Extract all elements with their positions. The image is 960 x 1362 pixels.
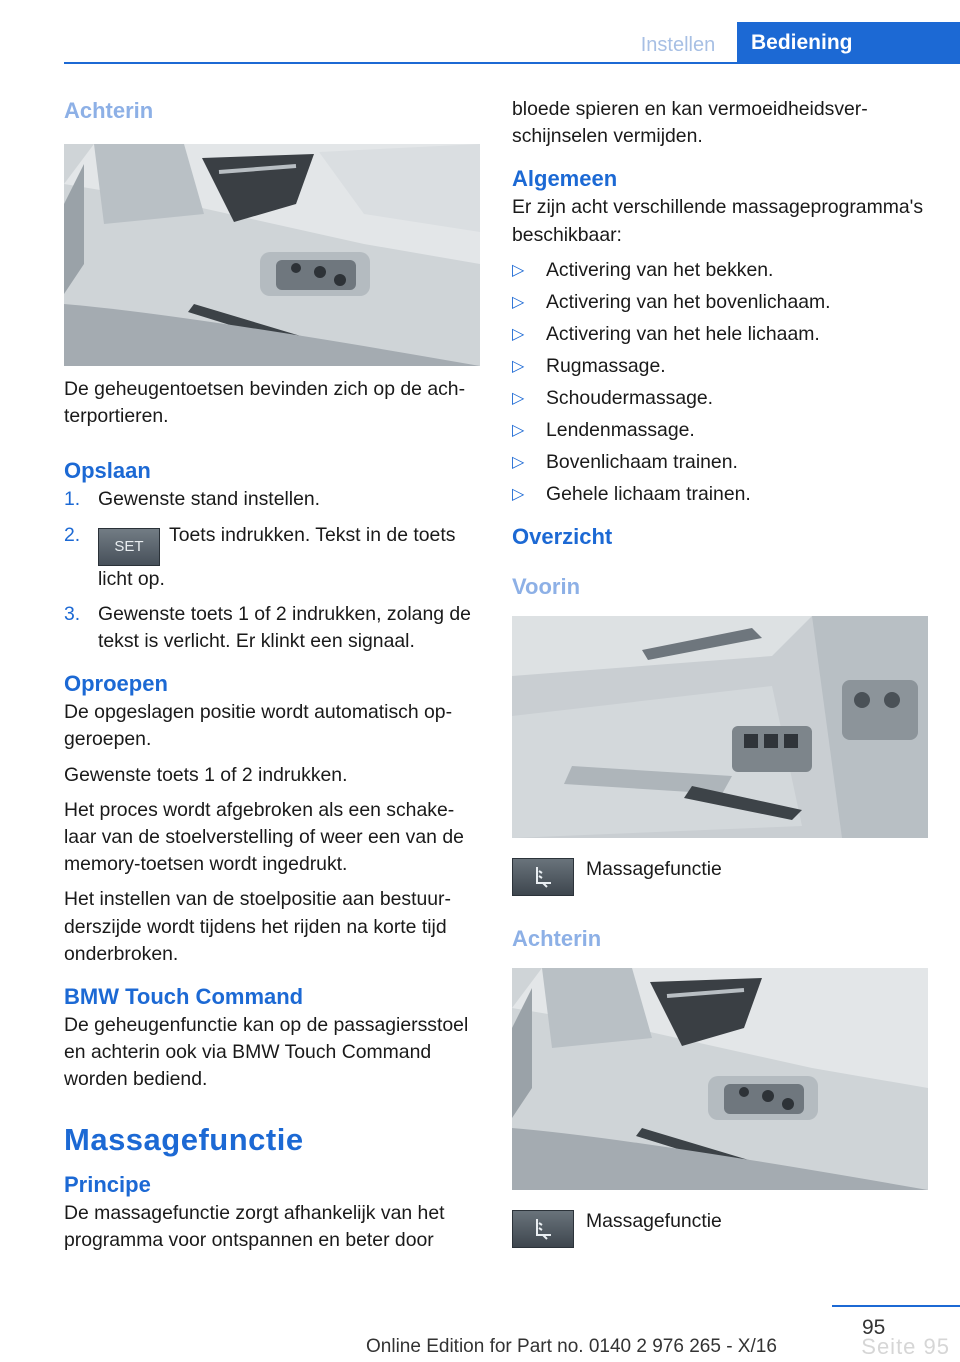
list-item: ▷ Gehele lichaam trainen. bbox=[512, 482, 751, 505]
step-2: 2. SET Toets indrukken. Tekst in de toets licht op. bbox=[64, 523, 456, 590]
front-door-photo bbox=[512, 616, 928, 838]
heading-achterin: Achterin bbox=[64, 98, 154, 123]
list-item: ▷ Activering van het hele lichaam. bbox=[512, 322, 820, 345]
para-oproepen-4: Het instellen van de stoelpositie aan bestuurderszijde wordt tijdens het rijden na korte tijd onderbroken. bbox=[64, 888, 451, 965]
heading-algemeen: Algemeen bbox=[512, 166, 618, 192]
heading-opslaan: Opslaan bbox=[64, 458, 151, 484]
list-item: ▷ Bovenlichaam trainen. bbox=[512, 450, 738, 473]
right-column bbox=[512, 96, 928, 1248]
header-rule bbox=[64, 62, 960, 64]
massage-seat-icon[interactable] bbox=[512, 1210, 574, 1248]
list-item: ▷ Activering van het bovenlichaam. bbox=[512, 290, 831, 313]
list-item: ▷ Lendenmassage. bbox=[512, 418, 695, 441]
rear-door-memory-photo bbox=[64, 144, 480, 366]
list-item: ▷ Activering van het bekken. bbox=[512, 258, 774, 281]
heading-overzicht: Overzicht bbox=[512, 524, 613, 550]
massage-label-rear bbox=[512, 1210, 928, 1248]
heading-bmw-touch-command: BMW Touch Command bbox=[64, 984, 304, 1010]
front-door-illustration bbox=[512, 616, 928, 838]
heading-voorin: Voorin bbox=[512, 574, 581, 600]
opslaan-steps bbox=[64, 486, 480, 655]
list-item: ▷ Rugmassage. bbox=[512, 354, 666, 377]
door-illustration bbox=[64, 144, 480, 366]
heading-principe: Principe bbox=[64, 1171, 151, 1197]
para-algemeen: Er zijn acht verschillende massageprogramma's beschikbaar: bbox=[512, 196, 924, 246]
massage-seat-icon[interactable] bbox=[512, 858, 574, 896]
left-column bbox=[64, 96, 480, 1262]
massage-label: Massagefunctie bbox=[586, 1210, 722, 1233]
para-geheugentoetsen: De geheugentoetsen bevinden zich op de achterportieren. bbox=[64, 378, 466, 428]
list-item: ▷ Schoudermassage. bbox=[512, 386, 714, 409]
tab-instellen[interactable]: Instellen bbox=[640, 34, 716, 56]
heading-massagefunctie: Massagefunctie bbox=[64, 1121, 304, 1157]
para-oproepen-1: De opgeslagen positie wordt automatisch opgeroepen. bbox=[64, 701, 453, 751]
tab-bediening[interactable]: Bediening bbox=[737, 22, 960, 62]
massage-label-front bbox=[512, 858, 928, 896]
heading-oproepen: Oproepen bbox=[64, 671, 168, 697]
step-3: 3. Gewenste toets 1 of 2 indrukken, zolang de tekst is verlicht. Er klinkt een signaal. bbox=[64, 602, 471, 653]
watermark: Seite 95 bbox=[861, 1334, 950, 1359]
para-bmw-touch-command: De geheugenfunctie kan op de passagiersstoel en achterin ook via BMW Touch Command worden bediend. bbox=[64, 1014, 469, 1091]
page-number: 95 bbox=[862, 1316, 886, 1339]
heading-achterin-right: Achterin bbox=[512, 926, 602, 952]
set-button[interactable]: SET bbox=[98, 528, 160, 566]
para-oproepen-2: Gewenste toets 1 of 2 indrukken. bbox=[64, 763, 348, 786]
massage-programs bbox=[512, 257, 928, 508]
massage-label: Massagefunctie bbox=[586, 858, 722, 881]
footer-rule bbox=[832, 1305, 960, 1307]
para-principe: De massagefunctie zorgt afhankelijk van het programma voor ontspannen en beter door bbox=[64, 1201, 445, 1251]
para-oproepen-3: Het proces wordt afgebroken als een schakelaar van de stoelverstelling of weer een van de memory-toetsen wordt ingedrukt. bbox=[64, 798, 464, 876]
para-continued: bloede spieren en kan vermoeidheidsverschijnselen vermijden. bbox=[512, 98, 868, 148]
rear-door-illustration bbox=[512, 968, 928, 1190]
edition-line: Online Edition for Part no. 0140 2 976 265 - X/16 bbox=[366, 1336, 777, 1357]
step-1: 1. Gewenste stand instellen. bbox=[64, 488, 321, 511]
rear-door-photo bbox=[512, 968, 928, 1190]
